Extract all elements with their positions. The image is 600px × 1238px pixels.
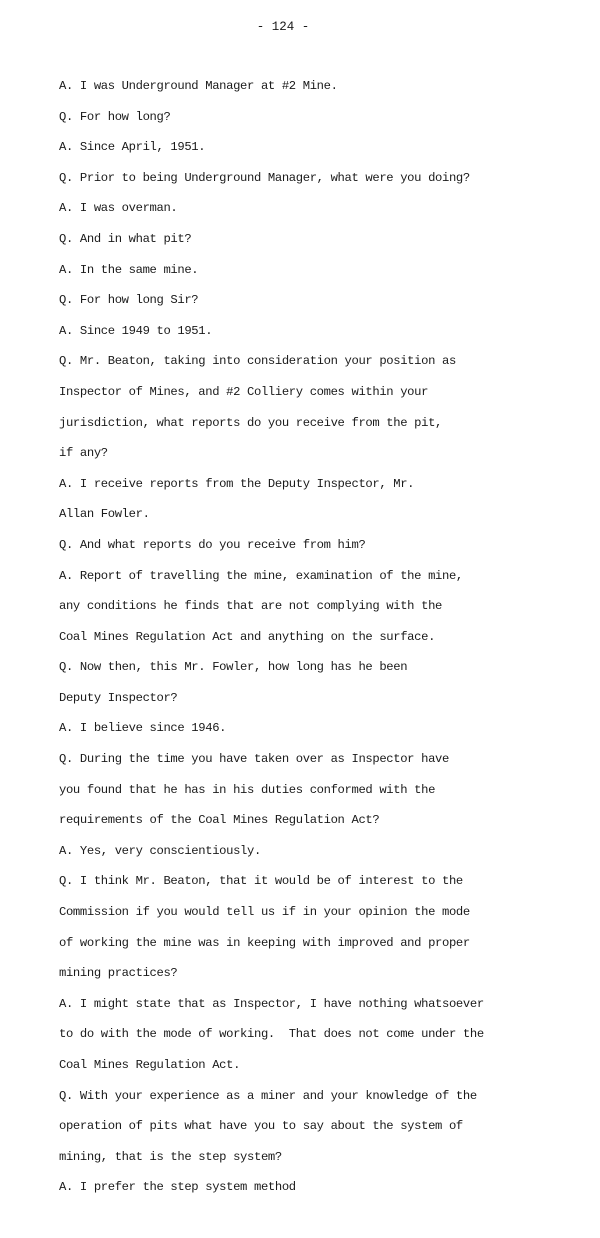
transcript-line: Q. I think Mr. Beaton, that it would be of interest to the bbox=[59, 874, 463, 889]
transcript-line: A. I prefer the step system method bbox=[59, 1180, 296, 1195]
transcript-line: Inspector of Mines, and #2 Colliery comes within your bbox=[59, 384, 429, 399]
transcript-line: A. I might state that as Inspector, I have nothing whatsoever bbox=[59, 996, 484, 1011]
transcript-line: A. Since April, 1951. bbox=[59, 140, 206, 155]
transcript-line: Deputy Inspector? bbox=[59, 690, 178, 705]
transcript-line: A. I was overman. bbox=[59, 201, 178, 216]
transcript-line: Q. During the time you have taken over as Inspector have bbox=[59, 752, 449, 767]
transcript-line: A. I was Underground Manager at #2 Mine. bbox=[59, 79, 338, 93]
transcript-line: Q. Mr. Beaton, taking into consideration your position as bbox=[59, 354, 456, 369]
transcript-line: Commission if you would tell us if in your opinion the mode bbox=[59, 905, 470, 920]
transcript-line: mining practices? bbox=[59, 966, 178, 981]
transcript-line: A. I believe since 1946. bbox=[59, 721, 227, 736]
transcript-line: any conditions he finds that are not complying with the bbox=[59, 599, 443, 614]
transcript-line: you found that he has in his duties conformed with the bbox=[59, 782, 436, 797]
transcript-line: Q. For how long? bbox=[59, 109, 171, 124]
transcript-line: to do with the mode of working. That does not come under the bbox=[59, 1027, 484, 1042]
transcript-line: Q. Now then, this Mr. Fowler, how long has he been bbox=[59, 660, 408, 675]
transcript-line: A. Yes, very conscientiously. bbox=[59, 843, 261, 858]
transcript-line: Q. And in what pit? bbox=[59, 231, 192, 246]
transcript-line: requirements of the Coal Mines Regulation Act? bbox=[59, 813, 380, 828]
page-number: - 124 - bbox=[256, 20, 310, 34]
transcript-line: operation of pits what have you to say about the system of bbox=[59, 1119, 463, 1134]
transcript-body bbox=[59, 77, 559, 1209]
transcript-line: Allan Fowler. bbox=[59, 507, 150, 522]
transcript-line: A. Since 1949 to 1951. bbox=[59, 323, 213, 338]
transcript-line: of working the mine was in keeping with improved and proper bbox=[59, 935, 470, 950]
transcript-line: Q. With your experience as a miner and your knowledge of the bbox=[59, 1088, 477, 1103]
transcript-line: jurisdiction, what reports do you receive from the pit, bbox=[59, 415, 443, 430]
transcript-line: Coal Mines Regulation Act and anything on the surface. bbox=[59, 629, 436, 644]
transcript-line: mining, that is the step system? bbox=[59, 1149, 282, 1164]
transcript-line: Q. And what reports do you receive from him? bbox=[59, 537, 366, 552]
transcript-line: A. Report of travelling the mine, examination of the mine, bbox=[59, 568, 463, 583]
transcript-line: if any? bbox=[59, 446, 108, 461]
transcript-line: Q. Prior to being Underground Manager, what were you doing? bbox=[59, 170, 470, 185]
transcript-line: Q. For how long Sir? bbox=[59, 293, 199, 308]
transcript-line: A. I receive reports from the Deputy Inspector, Mr. bbox=[59, 476, 415, 491]
transcript-line: A. In the same mine. bbox=[59, 262, 199, 277]
transcript-line: Coal Mines Regulation Act. bbox=[59, 1058, 241, 1072]
